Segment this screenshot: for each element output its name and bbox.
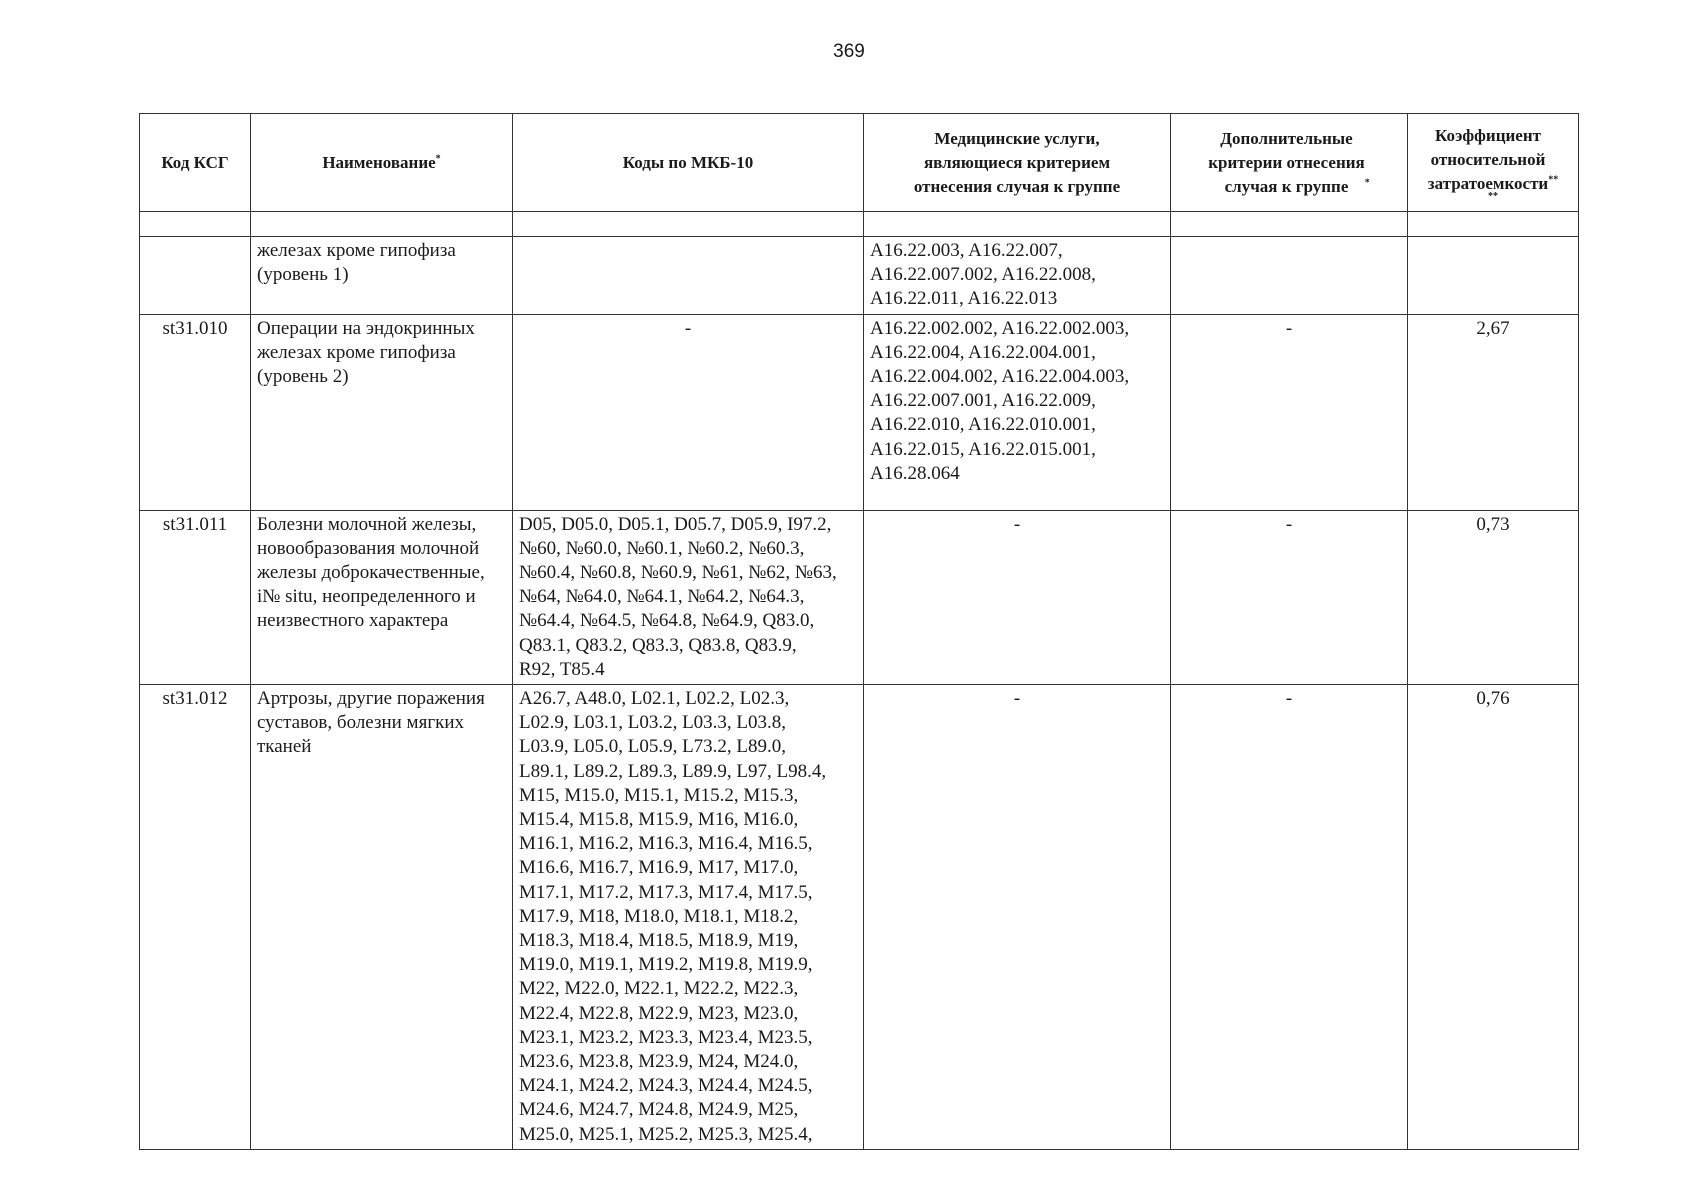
table-row (140, 237, 1579, 315)
cell-code: st31.010 (162, 317, 228, 339)
ksg-table (139, 113, 1579, 1150)
cell-extra-criteria: - (1285, 513, 1293, 535)
page-number: 369 (833, 41, 865, 62)
cell-icd-codes: A26.7, A48.0, L02.1, L02.2, L02.3, L02.9, L03.1, L03.2, L03.3, L03.8, L03.9, L05.0, L05.9, L73.2, L89.0, L89.1, L89.2, L89.3, L89.9, L97, L98.4, M15, M15.0, M15.1, M15.2, M15.3, M15.4, M15.8, M15.9, M16, M16.0, M16.1, M16.2, M16.3, M16.4, M16.5, M16.6, M16.7, M16.9, M17, M17.0, M17.1, M17.2, M17.3, M17.4, M17.5, M17.9, M18, M18.0, M18.1, M18.2, M18.3, M18.4, M18.5, M18.9, M19, M19.0, M19.1, M19.2, M19.8, M19.9, M22, M22.0, M22.1, M22.2, M22.3, M22.4, M22.8, M22.9, M23, M23.0, M23.1, M23.2, M23.3, M23.4, M23.5, M23.6, M23.8, M23.9, M24, M24.0, M24.1, M24.2, M24.3, M24.4, M24.5, M24.6, M24.7, M24.8, M24.9, M25, M25.0, M25.1, M25.2, M25.3, M25.4, (519, 688, 827, 1145)
cell-coefficient: 2,67 (1476, 317, 1510, 339)
cell-name: железах кроме гипофиза (уровень 1) (257, 240, 456, 286)
table-row (140, 314, 1579, 510)
header-row (140, 114, 1579, 212)
cell-services: - (1013, 688, 1021, 710)
cell-code: st31.012 (162, 688, 228, 710)
header-coefficient: Коэффициент относительной затратоемкости** ** (1408, 114, 1579, 212)
cell-icd-codes: - (684, 317, 692, 339)
footnote-mark: * (1364, 176, 1370, 188)
footnote-mark: ** (1548, 173, 1559, 185)
header-extra-criteria: Дополнительные критерии отнесения случая к группе * (1171, 114, 1408, 212)
cell-services: A16.22.002.002, A16.22.002.003, A16.22.004, A16.22.004.001, A16.22.004.002, A16.22.004.003, A16.22.007.001, A16.22.009, A16.22.010, A16.22.010.001, A16.22.015, A16.22.015.001, A16.28.064 (870, 317, 1130, 484)
footnote-mark-2: ** (1488, 190, 1498, 202)
table-row (140, 685, 1579, 1150)
cell-name: Болезни молочной железы, новообразования молочной железы доброкачественные, i№ situ, неопределенного и неизвестного характера (257, 513, 485, 632)
cell-extra-criteria: - (1285, 688, 1293, 710)
cell-code (140, 237, 250, 241)
cell-extra-criteria (1171, 237, 1407, 241)
cell-coefficient: 0,73 (1476, 513, 1510, 535)
cell-name: Артрозы, другие поражения суставов, болезни мягких тканей (257, 688, 485, 758)
header-icd-codes: Коды по МКБ-10 (513, 114, 864, 212)
cell-extra-criteria: - (1285, 317, 1293, 339)
cell-icd-codes (513, 237, 863, 241)
cell-services: A16.22.003, A16.22.007, A16.22.007.002, A16.22.008, A16.22.011, A16.22.013 (870, 240, 1096, 310)
header-services: Медицинские услуги, являющиеся критерием отнесения случая к группе (864, 114, 1171, 212)
cell-name: Операции на эндокринных железах кроме гипофиза (уровень 2) (257, 317, 475, 388)
cell-coefficient (1408, 237, 1578, 241)
cell-services: - (1013, 513, 1021, 535)
cell-coefficient: 0,76 (1476, 688, 1510, 710)
header-name: Наименование* (251, 114, 513, 212)
cell-code: st31.011 (162, 513, 228, 535)
spacer-row (140, 212, 1579, 237)
cell-icd-codes: D05, D05.0, D05.1, D05.7, D05.9, I97.2, №60, №60.0, №60.1, №60.2, №60.3, №60.4, №60.8, №60.9, №61, №62, №63, №64, №64.0, №64.1, №64.2, №64.3, №64.4, №64.5, №64.8, №64.9, Q83.0, Q83.1, Q83.2, Q83.3, Q83.8, Q83.9, R92, T85.4 (519, 513, 837, 680)
footnote-mark: * (435, 152, 441, 164)
table-row (140, 510, 1579, 684)
header-code: Код КСГ (140, 114, 251, 212)
